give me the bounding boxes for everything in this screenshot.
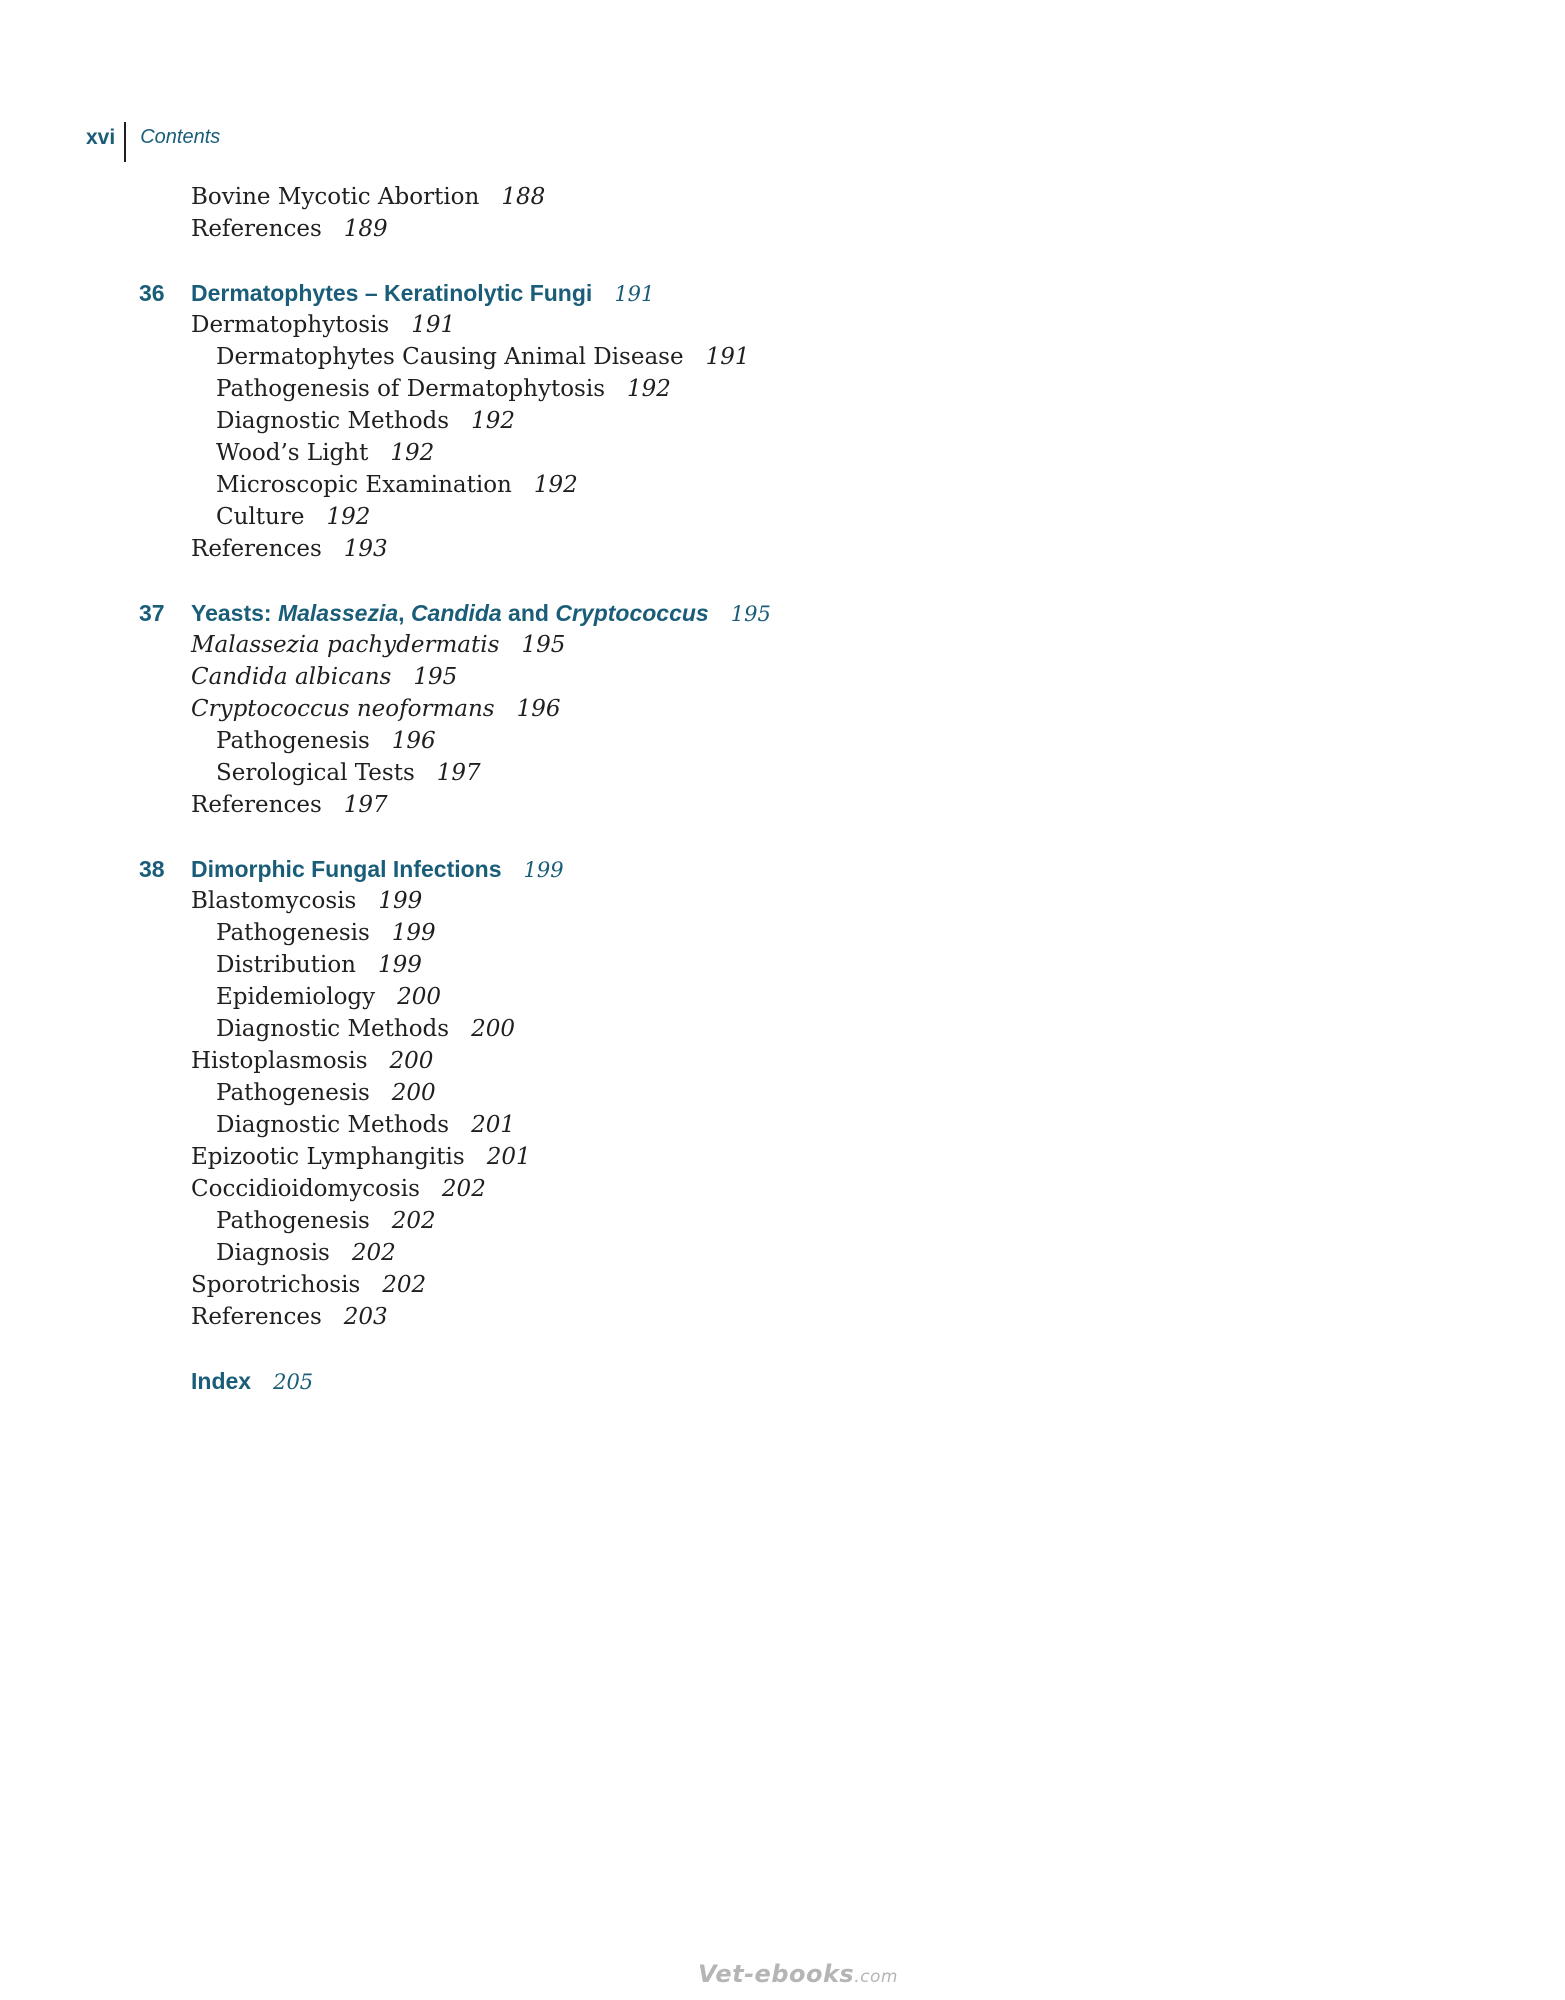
toc-entry-label: Distribution xyxy=(216,952,356,978)
toc-entry-page: 200 xyxy=(391,1080,436,1106)
toc-entry-label: Wood’s Light xyxy=(216,440,369,466)
toc-entry-label: Epizootic Lymphangitis xyxy=(191,1144,465,1170)
index-page: 205 xyxy=(273,1370,314,1394)
index-heading[interactable] xyxy=(0,1364,900,1398)
toc-subentry[interactable] xyxy=(216,341,750,373)
chapter-page: 195 xyxy=(730,602,771,626)
toc-subentry[interactable] xyxy=(216,757,481,789)
toc-subentry[interactable] xyxy=(216,501,370,533)
toc-entry-page: 199 xyxy=(391,920,436,946)
toc-entry-label: Pathogenesis of Dermatophytosis xyxy=(216,376,606,402)
toc-entry-label: Sporotrichosis xyxy=(191,1272,361,1298)
watermark-logo xyxy=(698,1960,898,1988)
toc-entry-page: 192 xyxy=(326,504,371,530)
index-title: Index xyxy=(191,1368,252,1394)
toc-subentry[interactable] xyxy=(216,1237,396,1269)
toc-entry-label: Blastomycosis xyxy=(191,888,357,914)
toc-entry-page: 195 xyxy=(413,664,458,690)
toc-subentry[interactable] xyxy=(216,469,578,501)
chapter-title-separator: , xyxy=(398,600,411,626)
watermark-text: Vet-ebooks xyxy=(698,1960,855,1988)
toc-entry-label: Diagnosis xyxy=(216,1240,330,1266)
toc-subentry[interactable] xyxy=(216,1109,515,1141)
running-title: Contents xyxy=(140,126,221,148)
toc-entry-page: 202 xyxy=(391,1208,436,1234)
toc-entry-label: Pathogenesis xyxy=(216,1208,370,1234)
toc-entry[interactable] xyxy=(191,1173,486,1205)
toc-entry-label: Malassezia pachydermatis xyxy=(191,632,500,658)
toc-entry[interactable] xyxy=(191,1301,388,1333)
toc-entry-label: Microscopic Examination xyxy=(216,472,512,498)
toc-entry-page: 192 xyxy=(390,440,435,466)
chapter-heading-37[interactable] xyxy=(0,596,900,630)
toc-entry-label: Dermatophytes Causing Animal Disease xyxy=(216,344,684,370)
page-number: xvi xyxy=(86,122,126,162)
chapter-page: 191 xyxy=(614,282,655,306)
toc-entry-page: 188 xyxy=(501,184,546,210)
toc-entry-page: 195 xyxy=(521,632,566,658)
toc-entry-page: 197 xyxy=(343,792,388,818)
toc-entry[interactable] xyxy=(191,181,545,213)
toc-entry-page: 196 xyxy=(516,696,561,722)
toc-entry-page: 197 xyxy=(436,760,481,786)
toc-subentry[interactable] xyxy=(216,981,441,1013)
toc-entry-page: 199 xyxy=(378,888,423,914)
toc-entry-page: 202 xyxy=(441,1176,486,1202)
toc-entry[interactable] xyxy=(191,533,388,565)
toc-entry[interactable] xyxy=(191,213,388,245)
toc-entry-label: References xyxy=(191,216,322,242)
toc-entry-label: References xyxy=(191,1304,322,1330)
toc-entry[interactable] xyxy=(191,789,388,821)
toc-subentry[interactable] xyxy=(216,1013,515,1045)
toc-entry-label: Coccidioidomycosis xyxy=(191,1176,420,1202)
toc-subentry[interactable] xyxy=(216,949,422,981)
toc-entry-page: 202 xyxy=(382,1272,427,1298)
toc-entry-page: 191 xyxy=(411,312,456,338)
watermark-suffix: .com xyxy=(854,1967,898,1987)
toc-entry-page: 199 xyxy=(378,952,422,978)
toc-entry-page: 193 xyxy=(343,536,388,562)
toc-entry-page: 202 xyxy=(351,1240,396,1266)
toc-entry-page: 192 xyxy=(533,472,578,498)
chapter-number: 38 xyxy=(139,856,165,882)
toc-entry-page: 200 xyxy=(471,1016,515,1042)
chapter-title: Dermatophytes – Keratinolytic Fungi xyxy=(191,280,593,306)
toc-entry-page: 201 xyxy=(471,1112,515,1138)
toc-entry-label: Epidemiology xyxy=(216,984,376,1010)
toc-entry-page: 200 xyxy=(389,1048,434,1074)
toc-entry-label: Pathogenesis xyxy=(216,920,370,946)
toc-subentry[interactable] xyxy=(216,405,515,437)
toc-entry-label: Pathogenesis xyxy=(216,1080,370,1106)
chapter-number: 37 xyxy=(139,600,165,626)
chapter-title-genus: Cryptococcus xyxy=(555,600,709,626)
toc-entry-page: 192 xyxy=(471,408,515,434)
toc-entry-label: Dermatophytosis xyxy=(191,312,390,338)
toc-entry[interactable] xyxy=(191,661,457,693)
toc-entry[interactable] xyxy=(191,1269,426,1301)
toc-entry-page: 196 xyxy=(391,728,436,754)
toc-entry[interactable] xyxy=(191,885,422,917)
toc-entry-label: Serological Tests xyxy=(216,760,415,786)
toc-entry[interactable] xyxy=(191,309,455,341)
toc-subentry[interactable] xyxy=(216,1205,436,1237)
chapter-title-genus: Malassezia xyxy=(277,600,399,626)
toc-entry[interactable] xyxy=(191,629,565,661)
chapter-heading-36[interactable] xyxy=(0,276,900,310)
toc-entry-page: 201 xyxy=(486,1144,531,1170)
toc-entry-label: Diagnostic Methods xyxy=(216,1112,450,1138)
toc-entry-label: References xyxy=(191,536,322,562)
toc-entry-label: Bovine Mycotic Abortion xyxy=(191,184,480,210)
running-head xyxy=(86,122,220,166)
toc-entry[interactable] xyxy=(191,1045,433,1077)
toc-entry-label: Histoplasmosis xyxy=(191,1048,368,1074)
toc-entry-label: Candida albicans xyxy=(191,664,392,690)
toc-entry-label: Diagnostic Methods xyxy=(216,1016,450,1042)
chapter-title: Dimorphic Fungal Infections xyxy=(191,856,502,882)
toc-subentry[interactable] xyxy=(216,917,436,949)
chapter-title-conjunction: and xyxy=(501,600,556,626)
toc-subentry[interactable] xyxy=(216,373,671,405)
toc-entry-label: References xyxy=(191,792,322,818)
toc-entry[interactable] xyxy=(191,693,561,725)
toc-subentry[interactable] xyxy=(216,1077,436,1109)
toc-subentry[interactable] xyxy=(216,437,434,469)
chapter-title-prefix: Yeasts: xyxy=(191,600,278,626)
toc-entry-label: Diagnostic Methods xyxy=(216,408,450,434)
toc-entry-page: 203 xyxy=(343,1304,388,1330)
toc-entry-label: Pathogenesis xyxy=(216,728,370,754)
chapter-heading-38[interactable] xyxy=(0,852,900,886)
toc-entry-page: 191 xyxy=(705,344,750,370)
chapter-number: 36 xyxy=(139,280,165,306)
toc-entry[interactable] xyxy=(191,1141,531,1173)
toc-entry-page: 200 xyxy=(397,984,442,1010)
toc-entry-page: 192 xyxy=(627,376,671,402)
chapter-title-genus: Candida xyxy=(410,600,502,626)
toc-entry-label: Cryptococcus neoformans xyxy=(191,696,495,722)
chapter-page: 199 xyxy=(523,858,564,882)
toc-entry-label: Culture xyxy=(216,504,305,530)
toc-entry-page: 189 xyxy=(343,216,388,242)
toc-subentry[interactable] xyxy=(216,725,436,757)
